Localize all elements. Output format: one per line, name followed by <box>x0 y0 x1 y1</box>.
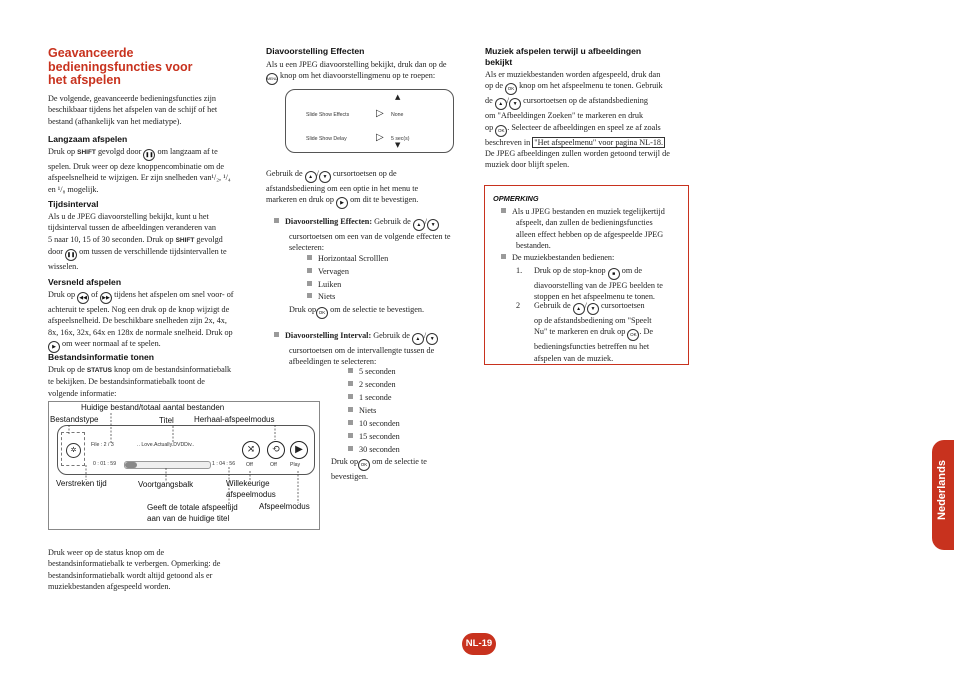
effect-option: Horizontaal Scrolllen <box>318 254 389 263</box>
slow-line <box>48 146 258 161</box>
interval-option: 15 seconden <box>359 431 400 441</box>
text: Gebruik de <box>534 301 571 310</box>
list-item <box>348 379 400 390</box>
filename-readout: .. Love.Actually.DVDDiv.. <box>137 442 195 448</box>
label-current-total: Huidige bestand/totaal aantal bestanden <box>81 403 225 412</box>
up-button-icon: ▲ <box>413 219 425 231</box>
up-button-icon: ▲ <box>412 333 424 345</box>
text: op de <box>485 81 503 91</box>
fast-heading: Versneld afspelen <box>48 277 122 287</box>
repeat-state: Off <box>270 462 277 468</box>
text: of <box>91 290 98 299</box>
interval-option: Niets <box>359 405 377 415</box>
text: De muziekbestanden bedienen: <box>512 253 615 262</box>
text: . De <box>639 327 654 337</box>
interval-block-line: Diavoorstelling Interval: Gebruik de ▲ / ▼ <box>274 330 472 345</box>
pause-button-icon: ❚❚ <box>65 249 77 261</box>
down-button-icon: ▼ <box>426 333 438 345</box>
text: cursortoetsen op de afstandsbediening <box>523 96 648 106</box>
interval-option: 1 seconde <box>359 392 392 402</box>
effects-line: Diavoorstelling Effecten: Gebruik de ▲ / ▼ <box>274 216 472 231</box>
music-line: de ▲ / ▼ cursortoetsen op de afstandsbediening <box>485 95 695 110</box>
list-item <box>348 405 400 416</box>
menu-row-delay-arrow-icon: ▷ <box>376 132 384 143</box>
fast-line: afspeelsnelheid. De beschikbare snelheden zijn 2x, 4x, <box>48 316 227 326</box>
info-line: te bekijken. De bestandsinformatiebalk toont de <box>48 377 205 387</box>
rewind-button-icon: ◀◀ <box>77 292 89 304</box>
text: Druk op <box>331 457 359 466</box>
elapsed-time-readout: 0 : 01 : 59 <box>93 461 117 467</box>
slow-paragraph <box>48 146 258 195</box>
section-title <box>48 47 192 88</box>
text: markeren en druk op <box>266 195 334 205</box>
text: . Selecteer de afbeeldingen en speel ze af zoals <box>507 122 661 132</box>
note-item-1 <box>501 206 685 251</box>
text: gevolgd <box>196 234 223 244</box>
interval-option: 30 seconden <box>359 444 400 454</box>
note-line: alleen effect hebben op de afgespeelde JPEG <box>516 229 664 239</box>
status-key-label: STATUS <box>86 367 112 374</box>
text: Druk op <box>289 305 317 314</box>
interval-option: 5 seconden <box>359 367 396 376</box>
text: tijdens het afspelen om snel voor- of <box>114 290 234 299</box>
text: Druk op de <box>48 365 85 374</box>
arrow-down-icon: ▼ <box>395 141 401 149</box>
bottom-line: Druk weer op de status knop om de <box>48 548 165 557</box>
list-item <box>307 266 388 277</box>
text: knop om het afspeelmenu te tonen. Gebruik <box>519 81 663 91</box>
cross-reference-link[interactable]: "Het afspeelmenu" voor pagina NL-18. <box>534 137 664 147</box>
effects-confirm <box>289 304 424 319</box>
up-button-icon: ▲ <box>305 171 317 183</box>
bullet-icon <box>348 394 353 399</box>
music-line: Als er muziekbestanden worden afgespeeld, druk dan <box>485 70 661 79</box>
music-line: om "Afbeeldingen Zoeken" te markeren en druk <box>485 111 644 121</box>
fast-paragraph <box>48 289 263 353</box>
note-step-2 <box>516 300 686 364</box>
effect-option: Niets <box>318 292 336 302</box>
ok-button-icon: OK <box>316 307 328 319</box>
label-repeat: Herhaal-afspeelmodus <box>194 415 275 424</box>
label-random-line: afspeelmodus <box>226 489 276 499</box>
file-count-readout: File : 2 / 3 <box>91 442 114 448</box>
effect-option: Vervagen <box>318 266 349 276</box>
use-line <box>266 194 471 209</box>
interval-confirm-line <box>331 456 427 471</box>
effects-list <box>307 253 388 303</box>
interval-line: wisselen. <box>48 261 79 271</box>
bullet-icon <box>348 407 353 412</box>
info-line <box>48 364 263 376</box>
text: op <box>485 122 494 132</box>
bottom-line: muziekbestanden afgespeeld worden. <box>48 581 171 591</box>
music-line: De JPEG afbeeldingen zullen worden getoond terwijl de <box>485 148 670 158</box>
text: om de selectie te <box>372 457 427 466</box>
label-random-line: Willekeurige <box>226 479 270 488</box>
text: Gebruik de <box>266 169 303 178</box>
interval-paragraph <box>48 211 258 272</box>
shift-key-label: SHIFT <box>77 149 96 156</box>
down-button-icon: ▼ <box>587 303 599 315</box>
slideshow-heading: Diavoorstelling Effecten <box>266 46 365 56</box>
text: Gebruik de <box>374 217 411 226</box>
note-title: OPMERKING <box>493 194 539 203</box>
pause-button-icon: ❚❚ <box>143 149 155 161</box>
info-paragraph <box>48 364 263 399</box>
music-heading-line: Muziek afspelen terwijl u afbeeldingen <box>485 46 642 56</box>
slow-line: afspeelsnelheid te wijzigen. Er zijn snelheden van¹/₂, ¹/₄ <box>48 173 231 183</box>
label-progress: Voortgangsbalk <box>138 480 194 489</box>
text: Nu" te markeren en druk op <box>534 327 626 337</box>
bullet-icon <box>348 433 353 438</box>
interval-confirm-line: bevestigen. <box>331 472 369 481</box>
section-title-line-2: bedieningsfuncties voor <box>48 59 193 74</box>
step-line: 2 Gebruik de ▲ / ▼ cursortoetsen <box>516 300 686 315</box>
music-line <box>485 122 695 137</box>
text: om langzaam af te <box>157 147 218 156</box>
language-tab-label: Nederlands <box>936 460 948 520</box>
repeat-icon: ⟲ <box>267 441 285 459</box>
step-line <box>516 265 686 280</box>
label-playmode: Afspeelmodus <box>259 502 310 511</box>
menu-button-icon: MENU <box>266 73 278 85</box>
use-line: Gebruik de ▲ / ▼ cursortoetsen op de <box>266 168 471 183</box>
fast-line: 8x, 16x, 32x, 64x en 128x de normale snelheid. Druk op <box>48 327 233 337</box>
label-total-line: aan van de huidige titel <box>147 513 230 523</box>
bottom-line: bestandsinformatiebalk te verbergen. Opmerking: de <box>48 559 221 569</box>
bullet-icon <box>348 381 353 386</box>
shuffle-icon: ⤨ <box>242 441 260 459</box>
effects-block <box>274 216 472 254</box>
down-button-icon: ▼ <box>427 219 439 231</box>
play-mode-icon: ▶ <box>290 441 308 459</box>
interval-block-line: afbeeldingen te selecteren: <box>289 357 377 367</box>
ok-button-icon: OK <box>505 83 517 95</box>
ok-button-icon: OK <box>358 459 370 471</box>
text: 5 naar 10, 15 of 30 seconden. Druk op <box>48 234 174 244</box>
text: cursortoetsen <box>600 301 645 310</box>
slideshow-intro-line <box>266 70 471 85</box>
interval-line <box>48 234 258 246</box>
step-line: bedieningsfuncties betreffen nu het <box>534 342 650 352</box>
menu-row-effects-value: None <box>391 112 404 118</box>
slideshow-menu-screen <box>285 89 454 153</box>
music-heading-line: bekijkt <box>485 56 513 67</box>
section-title-line-1: Geavanceerde <box>48 46 134 60</box>
up-button-icon: ▲ <box>495 98 507 110</box>
bullet-icon <box>307 281 312 286</box>
menu-row-delay-value: 5 sec(s) <box>391 136 410 142</box>
effect-option: Luiken <box>318 279 342 289</box>
list-item <box>307 253 388 264</box>
text: door <box>48 246 64 256</box>
note-step-1 <box>516 265 686 303</box>
text: gevolgd door <box>97 147 142 156</box>
interval-line <box>48 246 258 261</box>
interval-line: Als u de JPEG diavoorstelling bekijkt, kunt u het <box>48 212 209 221</box>
label-total-line: Geeft de totale afspeeltijd <box>147 503 238 512</box>
music-line <box>485 80 695 95</box>
text: knop om het diavoorstellingmenu op te roepen: <box>280 71 436 81</box>
menu-row-effects-arrow-icon: ▷ <box>376 108 384 119</box>
slow-line: spelen. Druk weer op deze knoppencombinatie om de <box>48 162 224 171</box>
play-state: Play <box>290 462 301 468</box>
effects-line: selecteren: <box>289 243 325 253</box>
bullet-icon <box>307 255 312 260</box>
bullet-icon <box>348 420 353 425</box>
ok-button-icon: OK <box>495 125 507 137</box>
fast-line: achteruit te spelen. Nog een druk op de knop wijzigt de <box>48 305 230 314</box>
stop-button-icon: ■ <box>608 268 620 280</box>
bullet-icon <box>501 254 506 259</box>
note-line: afspeelt, dan zullen de bedieningsfuncties <box>516 218 653 228</box>
fast-forward-button-icon: ▶▶ <box>100 292 112 304</box>
status-bar-diagram <box>48 401 320 530</box>
bottom-paragraph <box>48 547 263 592</box>
interval-block <box>274 330 472 368</box>
language-tab[interactable] <box>932 440 954 550</box>
slideshow-intro <box>266 59 471 85</box>
intro-line: De volgende, geavanceerde bedieningsfuncties zijn <box>48 94 216 103</box>
list-item <box>307 279 388 290</box>
text: knop om de bestandsinformatiebalk <box>113 365 232 374</box>
total-time-readout: 1 : 04 : 56 <box>212 461 236 467</box>
text: om de selectie te bevestigen. <box>330 305 425 314</box>
music-line <box>485 137 695 148</box>
use-line: afstandsbediening om een optie in het menu te <box>266 184 419 193</box>
text: cursortoetsen op de <box>332 169 397 178</box>
info-line: volgende informatie: <box>48 388 117 398</box>
fast-line <box>48 289 263 304</box>
arrow-up-icon: ▲ <box>395 93 401 101</box>
list-item <box>348 431 400 442</box>
play-button-icon: ▶ <box>336 197 348 209</box>
label-filetype: Bestandstype <box>50 415 99 424</box>
note-item-2 <box>501 252 685 263</box>
text: Als u JPEG bestanden en muziek tegelijkertijd <box>512 207 665 216</box>
fast-line <box>48 338 263 353</box>
use-paragraph <box>266 168 471 209</box>
label-elapsed: Verstreken tijd <box>56 479 107 488</box>
effects-label: Diavoorstelling Effecten: <box>285 217 373 226</box>
ok-button-icon: OK <box>627 329 639 341</box>
text: de <box>485 96 493 106</box>
shift-key-label: SHIFT <box>175 236 195 244</box>
interval-label: Diavoorstelling Interval: <box>285 331 372 340</box>
text: Druk op <box>48 147 76 156</box>
list-item <box>348 392 400 403</box>
interval-confirm <box>331 456 427 482</box>
note-box <box>484 185 689 365</box>
page-number: NL-19 <box>462 633 496 655</box>
play-button-icon: ▶ <box>48 341 60 353</box>
bullet-icon <box>274 218 279 223</box>
music-line: muziek door blijft spelen. <box>485 160 570 170</box>
slow-heading: Langzaam afspelen <box>48 134 128 144</box>
effects-line: cursortoetsen om een van de volgende effecten te <box>289 232 451 241</box>
list-item <box>348 366 400 377</box>
music-heading <box>485 46 641 67</box>
text: om tussen de verschillende tijdsintervallen te <box>79 246 227 256</box>
intro-paragraph <box>48 93 217 127</box>
text: om de <box>621 266 642 275</box>
menu-row-delay-label: Slide Show Delay <box>306 136 347 142</box>
interval-line: tijdsinterval tussen de afbeeldingen veranderen van <box>48 223 217 233</box>
bullet-icon <box>274 332 279 337</box>
intro-line: bestand (afhankelijk van het mediatype). <box>48 116 182 126</box>
menu-row-effects-label: Slide Show Effects <box>306 112 350 118</box>
interval-option: 10 seconden <box>359 418 400 428</box>
step-line: op de afstandsbediening om "Speelt <box>534 316 652 325</box>
film-reel-icon: ✲ <box>66 443 81 458</box>
info-heading: Bestandsinformatie tonen <box>48 352 155 362</box>
step-number: 1. <box>516 266 523 275</box>
section-title-line-3: het afspelen <box>48 73 121 87</box>
text: Druk op de stop-knop <box>534 266 606 275</box>
text: Gebruik de <box>373 331 410 340</box>
text: Druk op <box>48 290 76 299</box>
text: beschreven in <box>485 137 531 147</box>
music-paragraph <box>485 69 695 170</box>
text: om weer normaal af te spelen. <box>62 338 161 348</box>
up-button-icon: ▲ <box>573 303 585 315</box>
down-button-icon: ▼ <box>509 98 521 110</box>
intro-line: beschikbaar tijdens het afspelen van de schijf of het <box>48 105 218 115</box>
text: om dit te bevestigen. <box>350 195 419 205</box>
callout-lines <box>49 402 319 529</box>
list-item <box>348 418 400 429</box>
bullet-icon <box>307 293 312 298</box>
list-item <box>348 444 400 455</box>
bullet-icon <box>501 208 506 213</box>
step-line: afspelen van de muziek. <box>534 353 614 363</box>
step-line: stoppen en het afspeelmenu te tonen. <box>534 292 655 302</box>
note-line: bestanden. <box>516 240 551 250</box>
step-line: diavoorstelling van de JPEG beelden te <box>534 281 663 290</box>
step-number: 2 <box>516 301 521 310</box>
slow-line: en ¹/₈ mogelijk. <box>48 184 99 194</box>
label-title: Titel <box>159 416 174 425</box>
interval-list <box>348 366 400 455</box>
interval-block-line: cursortoetsen om de intervallengte tussen de <box>289 346 435 355</box>
step-line <box>516 326 686 341</box>
bottom-line: bestandsinformatiebalk wordt altijd getoond als er <box>48 570 213 580</box>
slideshow-intro-line: Als u een JPEG diavoorstelling bekijkt, druk dan op de <box>266 60 447 69</box>
down-button-icon: ▼ <box>319 171 331 183</box>
interval-option: 2 seconden <box>359 379 396 389</box>
bullet-icon <box>307 268 312 273</box>
note-line <box>501 206 685 217</box>
bullet-icon <box>348 368 353 373</box>
bullet-icon <box>348 446 353 451</box>
list-item <box>307 291 388 302</box>
interval-heading: Tijdsinterval <box>48 199 99 209</box>
shuffle-state: Off <box>246 462 253 468</box>
